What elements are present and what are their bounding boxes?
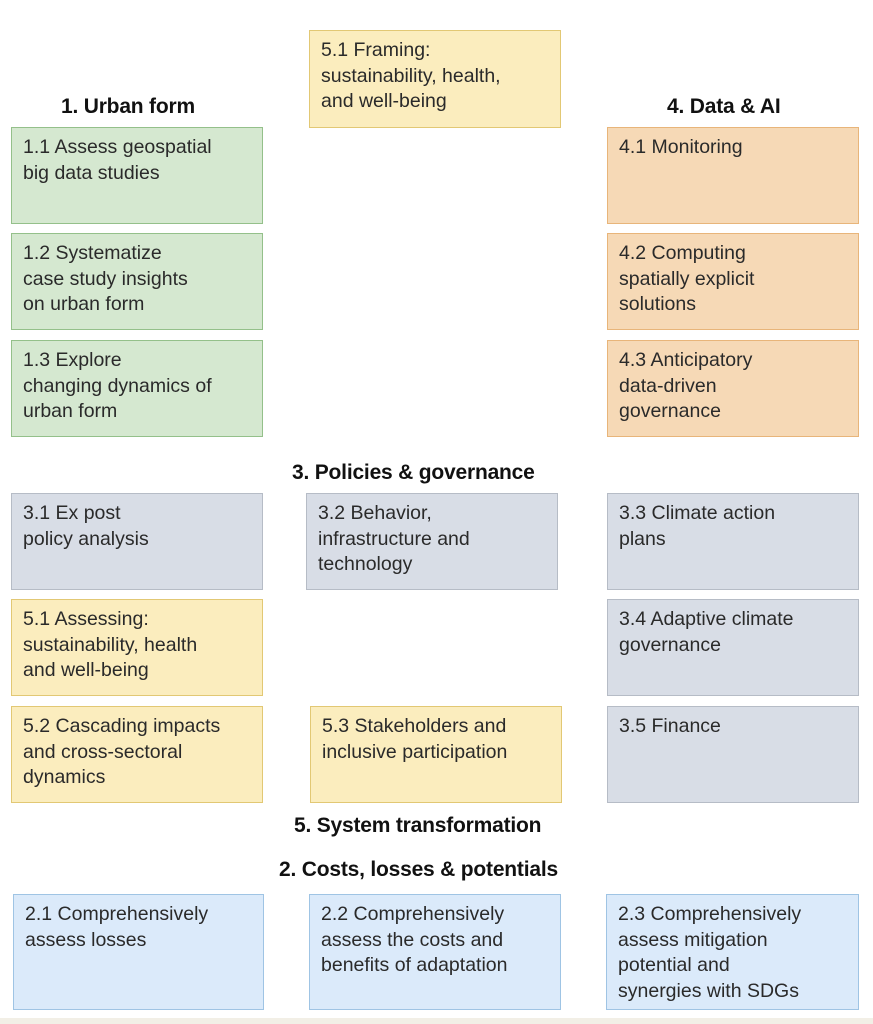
- header-urban-form: 1. Urban form: [61, 95, 195, 118]
- box-5-2: 5.2 Cascading impacts and cross-sectoral dynamics: [11, 706, 263, 803]
- header-system-transformation: 5. System transformation: [294, 814, 542, 837]
- box-2-1: 2.1 Comprehensively assess losses: [13, 894, 264, 1010]
- bottom-strip: [0, 1018, 873, 1024]
- box-3-4: 3.4 Adaptive climate governance: [607, 599, 859, 696]
- box-3-1: 3.1 Ex post policy analysis: [11, 493, 263, 590]
- box-4-1: 4.1 Monitoring: [607, 127, 859, 224]
- box-3-2: 3.2 Behavior, infrastructure and technology: [306, 493, 558, 590]
- box-3-3: 3.3 Climate action plans: [607, 493, 859, 590]
- box-1-3: 1.3 Explore changing dynamics of urban form: [11, 340, 263, 437]
- box-4-3: 4.3 Anticipatory data-driven governance: [607, 340, 859, 437]
- header-costs-losses-potentials: 2. Costs, losses & potentials: [279, 858, 558, 881]
- box-2-2: 2.2 Comprehensively assess the costs and benefits of adaptation: [309, 894, 561, 1010]
- box-5-1-assessing: 5.1 Assessing: sustainability, health and well-being: [11, 599, 263, 696]
- box-4-2: 4.2 Computing spatially explicit solutions: [607, 233, 859, 330]
- box-1-2: 1.2 Systematize case study insights on urban form: [11, 233, 263, 330]
- box-5-3: 5.3 Stakeholders and inclusive participation: [310, 706, 562, 803]
- box-5-1-framing: 5.1 Framing: sustainability, health, and well-being: [309, 30, 561, 128]
- box-2-3: 2.3 Comprehensively assess mitigation potential and synergies with SDGs: [606, 894, 859, 1010]
- header-policies-governance: 3. Policies & governance: [292, 461, 535, 484]
- header-data-ai: 4. Data & AI: [667, 95, 781, 118]
- box-3-5: 3.5 Finance: [607, 706, 859, 803]
- box-1-1: 1.1 Assess geospatial big data studies: [11, 127, 263, 224]
